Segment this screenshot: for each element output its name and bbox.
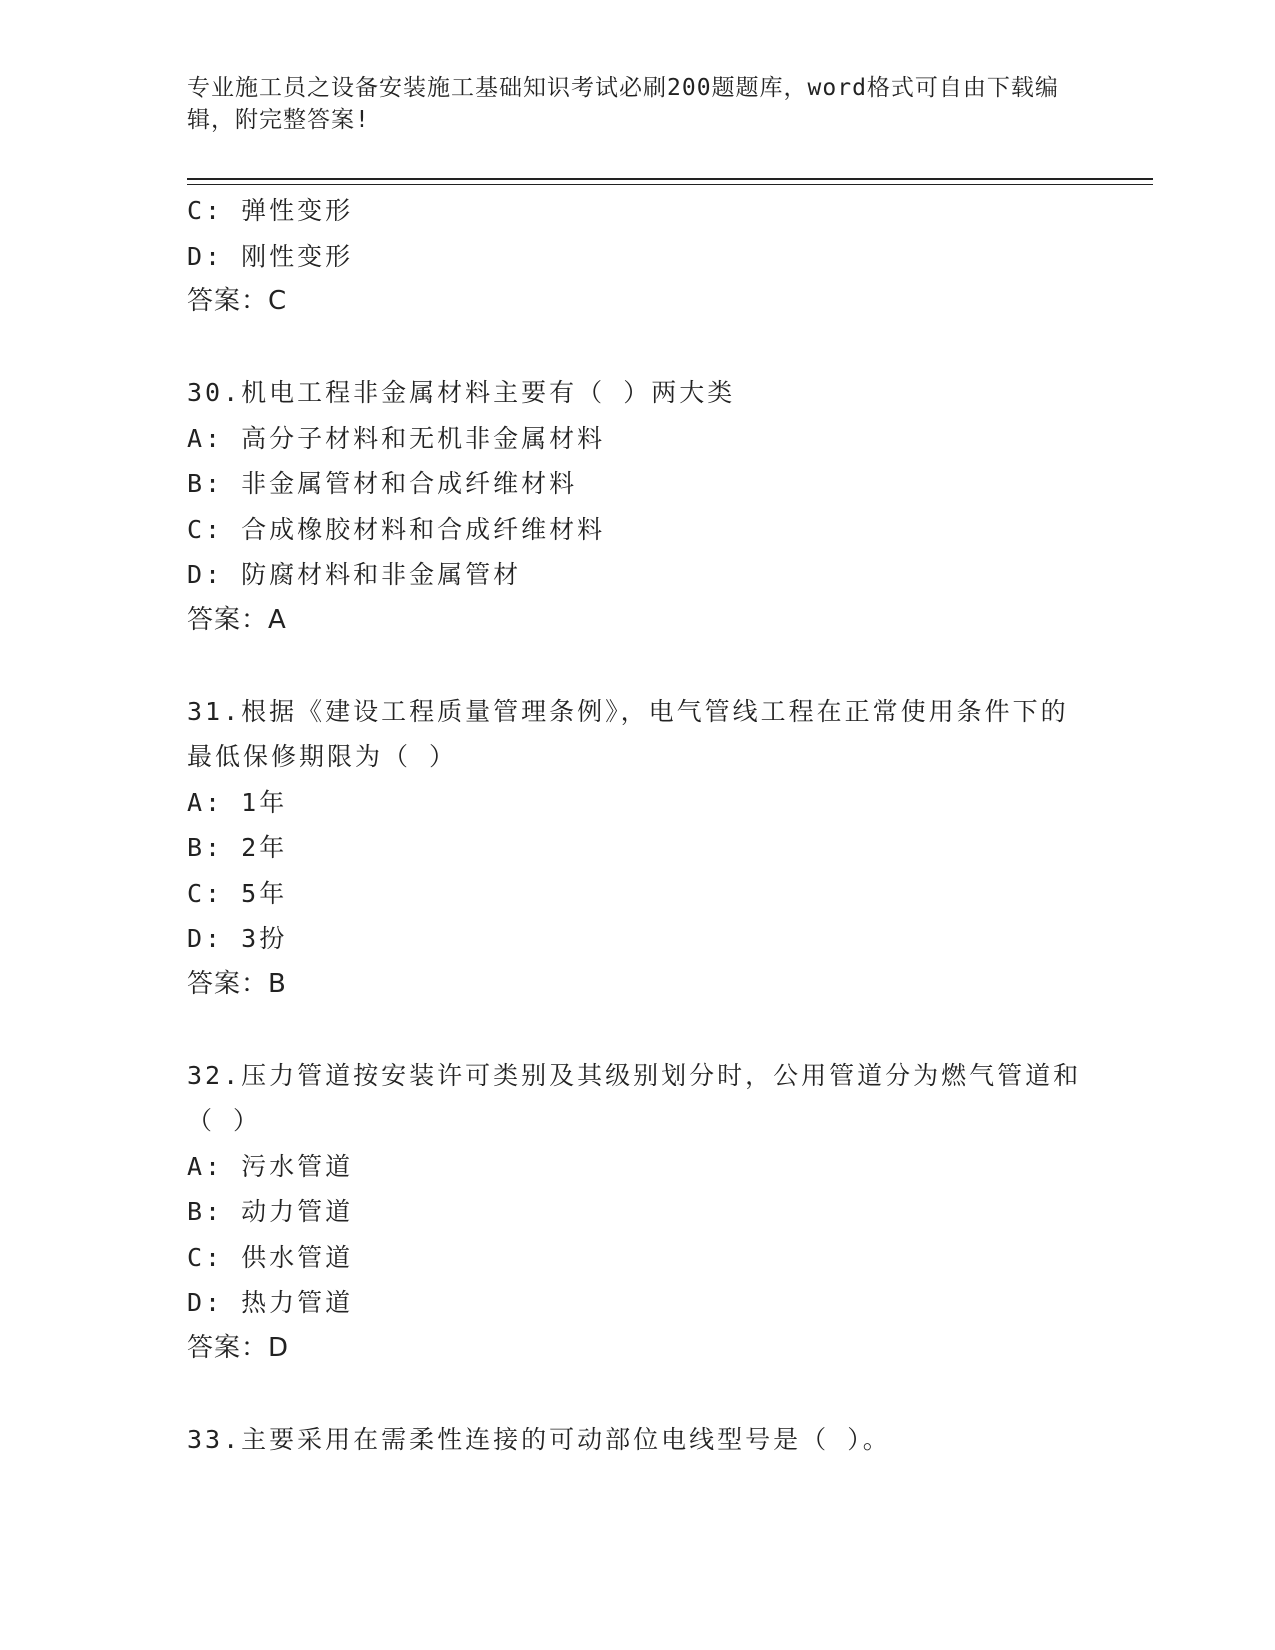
question-number: 31.: [187, 696, 242, 726]
document-header: [187, 72, 1067, 136]
option-a: A: 污水管道: [187, 1151, 354, 1181]
option-d: D: 刚性变形: [187, 241, 354, 271]
answer-line: 答案：C: [187, 286, 288, 316]
option-d: D: 3扮: [187, 924, 288, 953]
option-c: C: 合成橡胶材料和合成纤维材料: [187, 514, 606, 544]
option-c: C: 供水管道: [187, 1242, 354, 1272]
question-title: [187, 1053, 1087, 1144]
question-block-32: [187, 1053, 1087, 1372]
question-text: 根据《建设工程质量管理条例》，电气管线工程在正常使用条件下的最低保修期限为（ ）: [187, 696, 1069, 771]
question-list: [187, 188, 1087, 1462]
question-number: 32.: [187, 1060, 242, 1090]
option-d: D: 热力管道: [187, 1288, 354, 1317]
spacer: [187, 1371, 1087, 1417]
header-rule-thick: [187, 178, 1153, 180]
question-block-30: [187, 370, 1087, 643]
header-rule-thin: [187, 184, 1153, 185]
option-b: B: 动力管道: [187, 1197, 354, 1226]
option-a: A: 高分子材料和无机非金属材料: [187, 423, 606, 453]
question-number: 30.: [187, 378, 242, 407]
question-text: 压力管道按安装许可类别及其级别划分时，公用管道分为燃气管道和（ ）: [187, 1060, 1082, 1135]
question-text: 机电工程非金属材料主要有（ ）两大类: [241, 378, 736, 407]
question-block-31: [187, 689, 1087, 1008]
option-b: B: 非金属管材和合成纤维材料: [187, 469, 578, 498]
option-b: B: 2年: [187, 833, 288, 862]
spacer: [187, 643, 1087, 689]
question-title: [187, 1417, 1087, 1463]
question-number: 33.: [187, 1424, 242, 1454]
question-title: [187, 689, 1087, 780]
option-c: C: 弹性变形: [187, 196, 354, 225]
option-d: D: 防腐材料和非金属管材: [187, 560, 522, 589]
option-a: A: 1年: [187, 787, 288, 817]
question-block-33: [187, 1417, 1087, 1463]
answer-line: 答案：A: [187, 604, 287, 635]
answer-line: 答案：D: [187, 1332, 290, 1363]
spacer: [187, 325, 1087, 371]
answer-line: 答案：B: [187, 968, 287, 999]
spacer: [187, 1007, 1087, 1053]
question-block-29: [187, 188, 1087, 325]
header-title: 专业施工员之设备安装施工基础知识考试必刷200题题库，word格式可自由下载编辑，附完整答案!: [187, 75, 1059, 133]
option-c: C: 5年: [187, 878, 288, 908]
question-title: [187, 370, 1087, 416]
question-text: 主要采用在需柔性连接的可动部位电线型号是（ ）。: [241, 1424, 891, 1454]
